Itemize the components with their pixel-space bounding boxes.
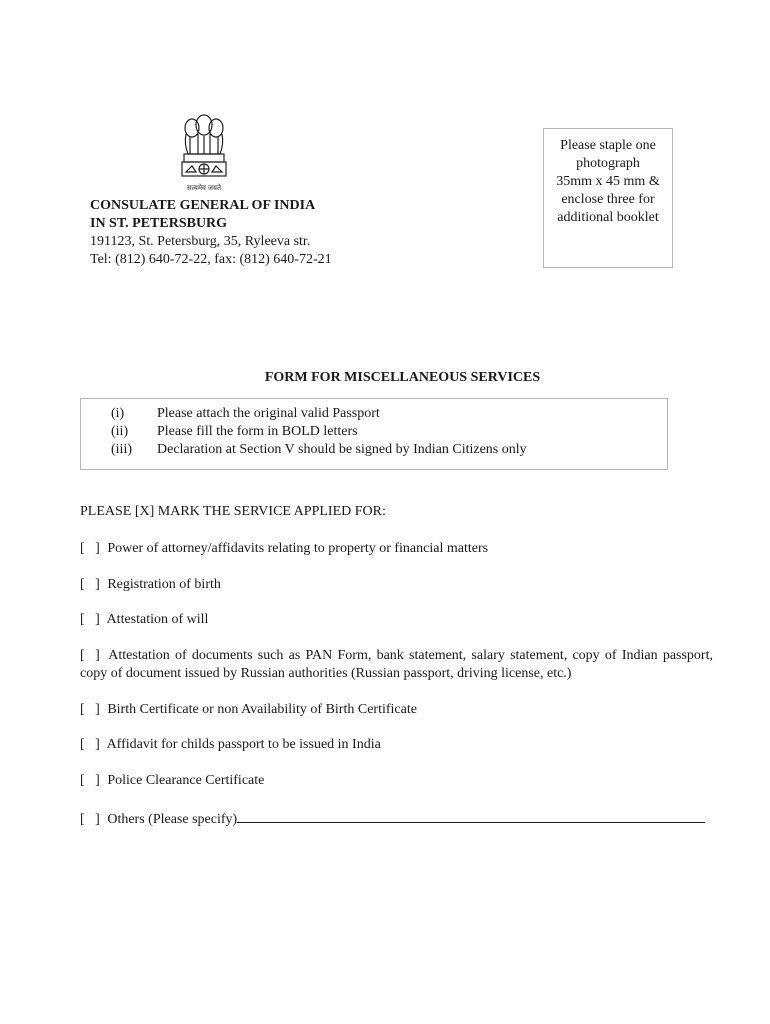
service-label: Birth Certificate or non Availability of Birth Certificate <box>107 702 417 717</box>
form-title: FORM FOR MISCELLANEOUS SERVICES <box>264 370 541 385</box>
instruction-number: (iii) <box>111 442 132 457</box>
service-label: Police Clearance Certificate <box>107 773 265 788</box>
service-checkbox[interactable]: [ ] <box>80 541 100 556</box>
consulate-name-line1: CONSULATE GENERAL OF INDIA <box>90 198 316 213</box>
photo-box-line: 35mm x 45 mm & <box>556 174 660 189</box>
instruction-text: Declaration at Section V should be signed by Indian Citizens only <box>157 442 527 457</box>
service-checkbox[interactable]: [ ] <box>80 737 100 752</box>
state-emblem-icon <box>176 114 232 196</box>
instruction-number: (ii) <box>111 424 129 439</box>
consulate-address: 191123, St. Petersburg, 35, Ryleeva str. <box>90 234 311 249</box>
service-checkbox[interactable]: [ ] <box>80 577 100 592</box>
service-option-birth-certificate[interactable] <box>80 701 713 719</box>
instructions-box <box>80 398 668 470</box>
instruction-text: Please attach the original valid Passport <box>157 406 380 421</box>
consulate-name-line2: IN ST. PETERSBURG <box>90 216 228 231</box>
photo-box-line: enclose three for <box>561 192 655 207</box>
consulate-header <box>90 197 332 269</box>
service-label: Registration of birth <box>107 577 221 592</box>
service-option-child-passport-affidavit[interactable] <box>80 736 713 754</box>
emblem-motto: सत्यमेव जयते <box>187 184 221 192</box>
service-label: Attestation of will <box>106 612 209 627</box>
service-label: Affidavit for childs passport to be issued in India <box>106 737 381 752</box>
consulate-contact: Tel: (812) 640-72-22, fax: (812) 640-72-21 <box>90 252 332 267</box>
others-specify-field[interactable] <box>237 808 705 823</box>
service-checkbox[interactable]: [ ] <box>80 702 100 717</box>
service-checkbox[interactable]: [ ] <box>80 812 100 827</box>
instruction-text: Please fill the form in BOLD letters <box>157 424 358 439</box>
service-option-police-clearance[interactable] <box>80 772 713 790</box>
photo-box <box>543 128 673 268</box>
mark-service-heading: PLEASE [X] MARK THE SERVICE APPLIED FOR: <box>80 504 386 519</box>
service-checkbox[interactable]: [ ] <box>80 648 100 663</box>
service-label: Others (Please specify) <box>107 812 238 827</box>
service-checkbox[interactable]: [ ] <box>80 612 100 627</box>
service-option-attestation-of-will[interactable] <box>80 611 713 629</box>
photo-box-line: additional booklet <box>557 210 659 225</box>
service-checkbox[interactable]: [ ] <box>80 773 100 788</box>
service-option-others[interactable] <box>80 808 713 829</box>
service-label: Power of attorney/affidavits relating to property or financial matters <box>107 541 489 556</box>
service-option-registration-of-birth[interactable] <box>80 576 713 594</box>
photo-box-line: photograph <box>576 156 640 171</box>
photo-box-line: Please staple one <box>560 138 656 153</box>
service-option-power-of-attorney[interactable] <box>80 540 713 558</box>
instruction-number: (i) <box>111 406 125 421</box>
service-label: Attestation of documents such as PAN Form, bank statement, salary statement, copy of Indian passport, copy of document issued by Russian authorities (Russian passport, driving license, etc.) <box>80 648 713 681</box>
service-option-attestation-of-documents[interactable] <box>80 647 713 683</box>
